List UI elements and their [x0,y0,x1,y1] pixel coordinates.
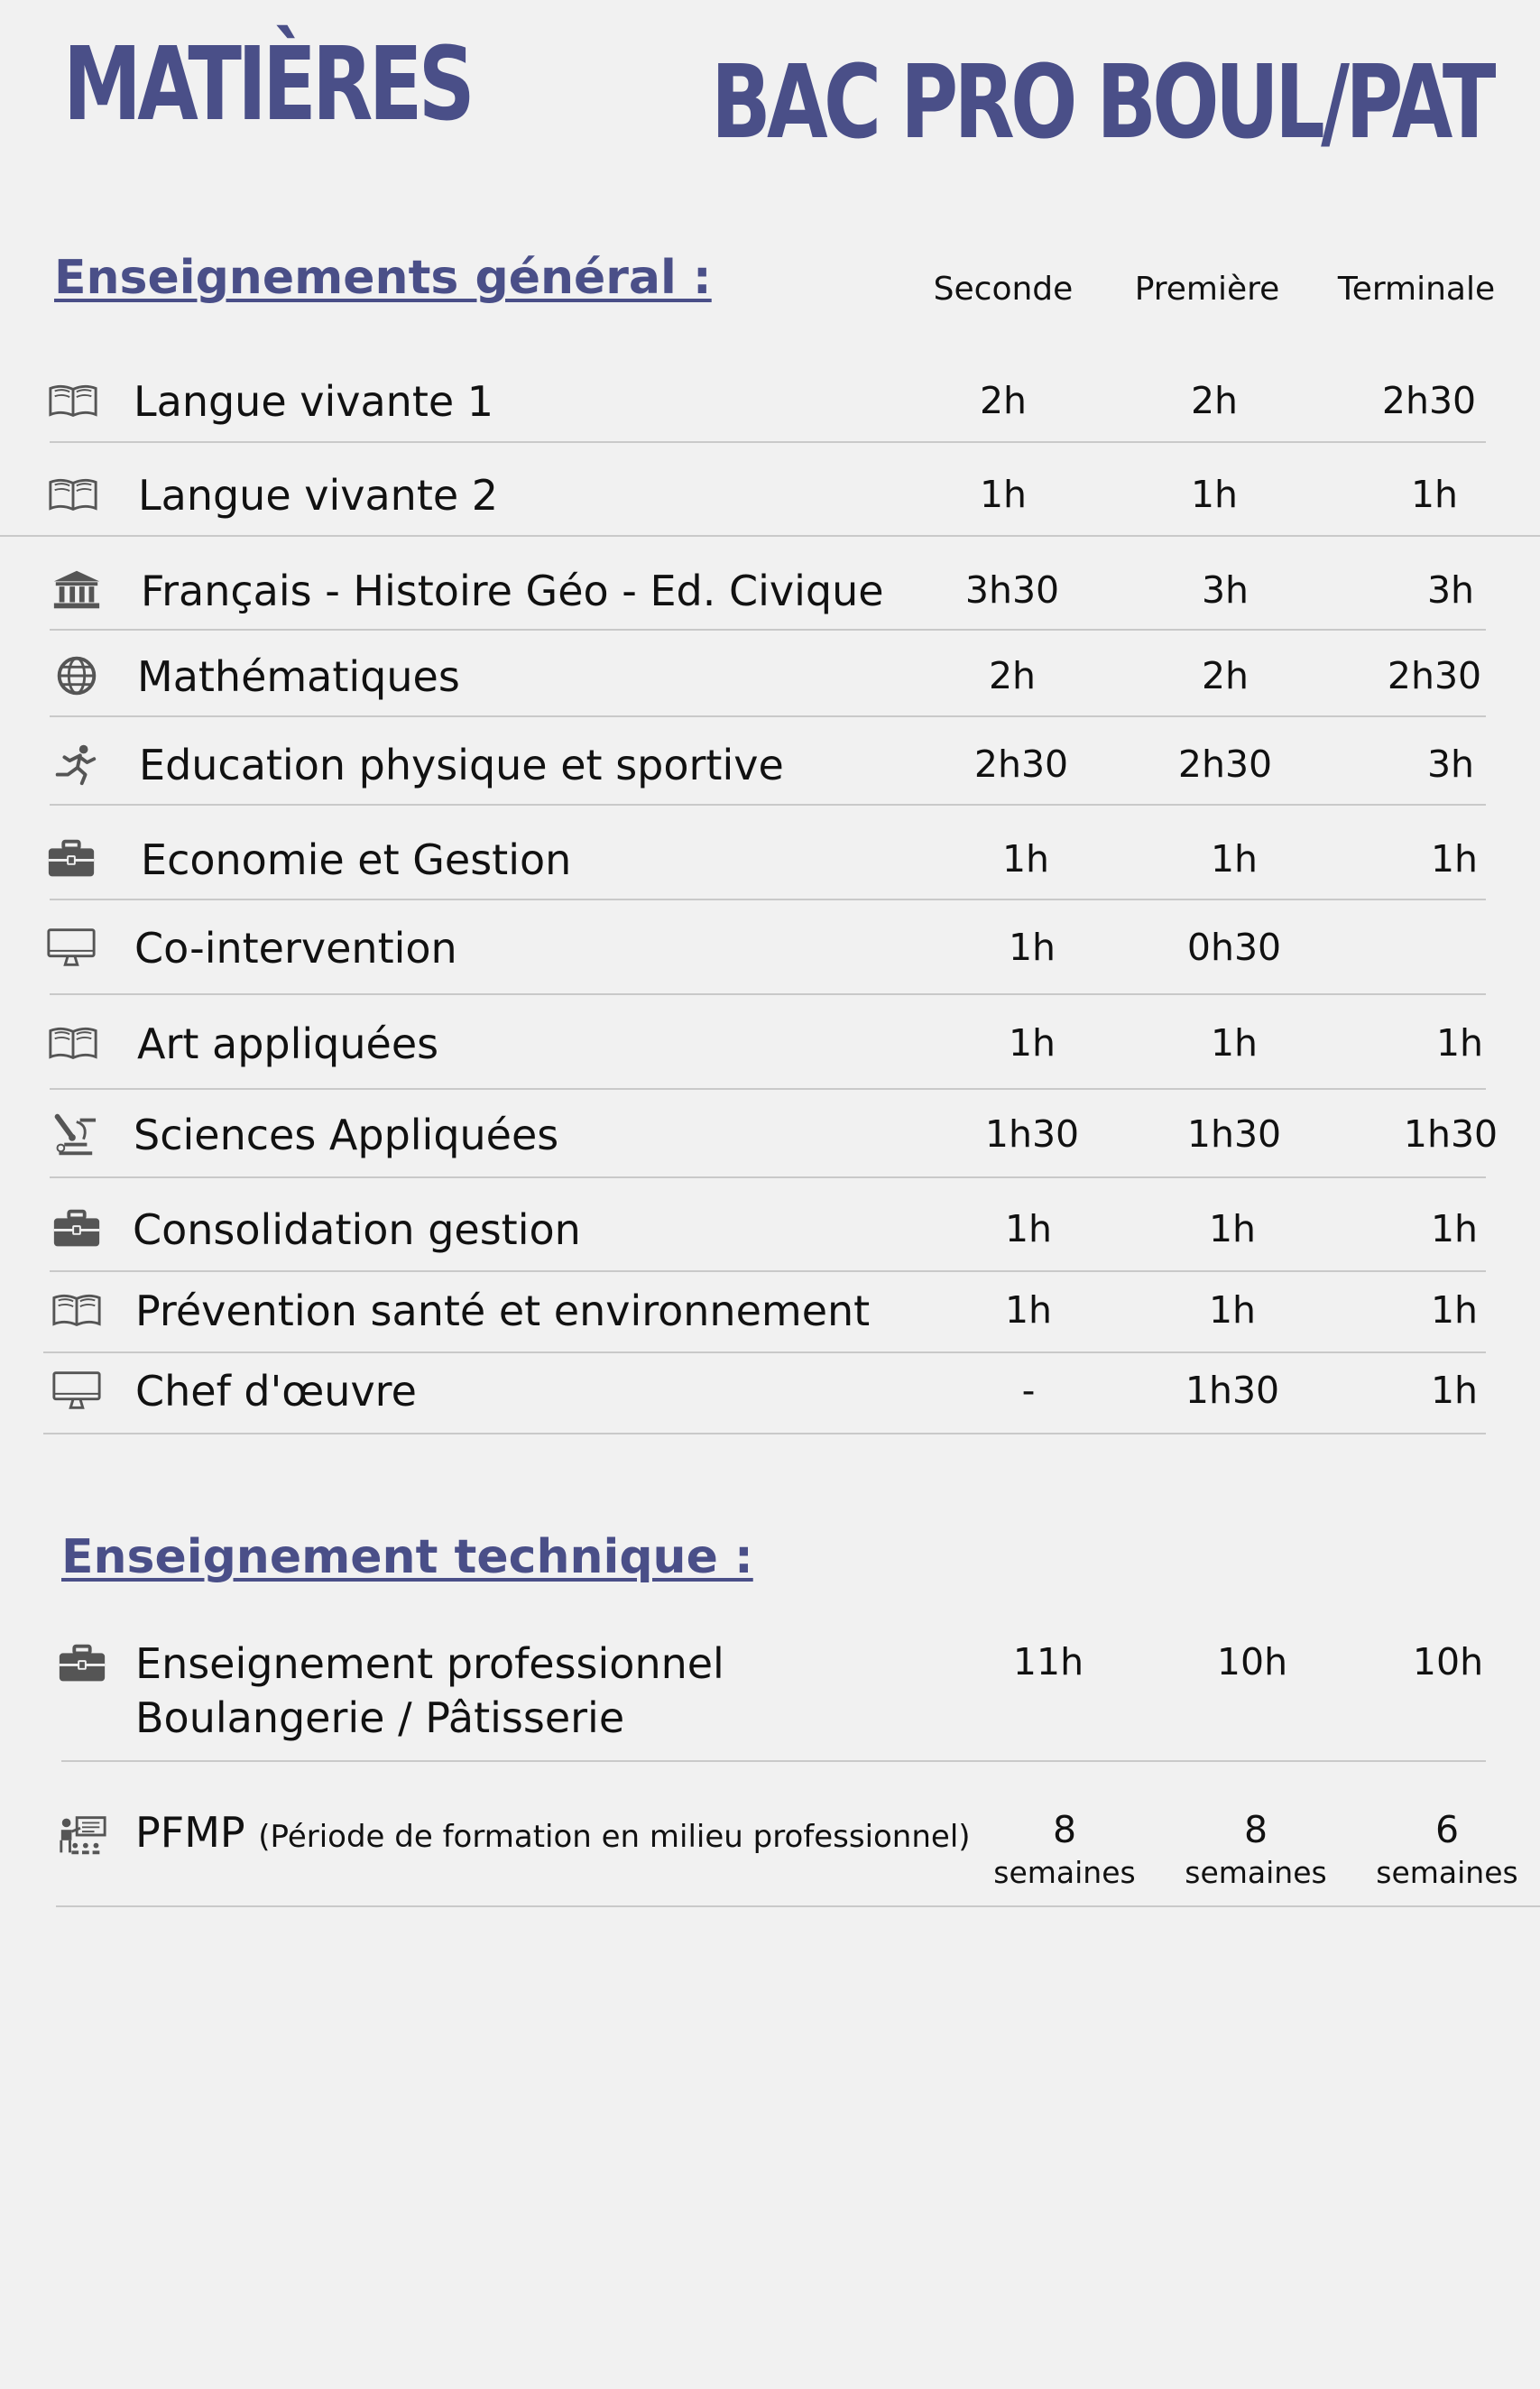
row-divider [50,715,1486,717]
hours-terminale: 1h [1430,1369,1479,1412]
hours-seconde: 11h [1012,1640,1084,1683]
hours-seconde: 1h [1008,1021,1056,1065]
subject-label: Français - Histoire Géo - Ed. Civique [141,567,884,615]
section-heading-general: Enseignements général : [54,251,712,305]
column-header-seconde: Seconde [933,271,1074,308]
book-icon [47,473,99,516]
hours-premiere: 1h30 [1186,1112,1282,1156]
hours-seconde: 1h [979,473,1028,516]
subject-label: Langue vivante 2 [138,471,499,520]
row-divider [0,535,1540,537]
hours-terminale: 1h [1430,837,1479,881]
subject-label: Chef d'œuvre [135,1367,417,1416]
row-divider [50,1270,1486,1272]
hours-terminale: 1h [1410,473,1459,516]
subject-label: Langue vivante 1 [134,377,494,426]
subject-label [135,1808,971,1857]
briefcase-icon [56,1642,108,1685]
row-divider [56,1905,1540,1907]
hours-seconde: 1h [1004,1288,1053,1332]
hours-terminale: 1h [1435,1021,1484,1065]
subject-label: Co-intervention [134,924,457,973]
book-icon [47,1021,99,1065]
weeks-unit: semaines [1376,1855,1518,1890]
section-heading-technique: Enseignement technique : [61,1530,753,1584]
hours-terminale: 2h30 [1381,379,1477,422]
column-header-terminale: Terminale [1337,271,1496,308]
hours-terminale: 10h [1412,1640,1484,1683]
row-divider [50,993,1486,995]
subject-label: Consolidation gestion [133,1205,581,1254]
classroom-icon [56,1813,108,1857]
hours-premiere: 0h30 [1186,926,1282,969]
microscope-icon [45,1112,97,1156]
row-divider [50,804,1486,806]
hours-premiere: 1h [1210,1021,1259,1065]
page-title-left: MATIÈRES [63,26,471,143]
subject-label-line1: Enseignement professionnel [135,1639,724,1688]
hours-terminale: 3h [1426,568,1475,612]
row-divider [50,1176,1486,1178]
hours-premiere: 2h30 [1177,743,1273,786]
hours-seconde: 1h [1008,926,1056,969]
weeks-terminale [1357,1808,1537,1890]
hours-premiere: 2h [1201,654,1250,697]
subject-label: Art appliquées [137,1019,439,1068]
pfmp-label: PFMP [135,1808,245,1857]
hours-seconde: 2h [988,654,1037,697]
hours-terminale: 3h [1426,743,1475,786]
subject-label [135,1637,724,1745]
weeks-value: 8 [1243,1808,1268,1851]
subject-label: Sciences Appliquées [134,1111,559,1159]
book-icon [51,1288,103,1332]
briefcase-icon [45,837,97,881]
hours-premiere: 3h [1201,568,1250,612]
briefcase-icon [51,1207,103,1250]
subject-label: Economie et Gestion [141,835,572,884]
subject-label: Education physique et sportive [139,741,784,789]
pfmp-note: (Période de formation en milieu professionnel) [258,1819,971,1855]
weeks-seconde [974,1808,1155,1890]
row-divider [43,1433,1486,1434]
hours-terminale: 1h30 [1403,1112,1499,1156]
weeks-premiere [1166,1808,1346,1890]
globe-icon [51,654,103,697]
hours-terminale: 2h30 [1387,654,1482,697]
monitor-icon [45,926,97,969]
hours-seconde: 2h [979,379,1028,422]
row-divider [43,1351,1486,1353]
row-divider [50,441,1486,443]
hours-terminale: 1h [1430,1207,1479,1250]
hours-premiere: 1h [1210,837,1259,881]
hours-premiere: 1h [1208,1207,1257,1250]
hours-terminale: 1h [1430,1288,1479,1332]
book-icon [47,379,99,422]
subject-label-line2: Boulangerie / Pâtisserie [135,1693,625,1742]
runner-icon [49,743,101,786]
row-divider [50,899,1486,900]
row-divider [50,629,1486,631]
weeks-value: 8 [1052,1808,1077,1851]
monitor-icon [51,1369,103,1412]
hours-premiere: 10h [1216,1640,1288,1683]
weeks-unit: semaines [1185,1855,1327,1890]
subject-label: Mathématiques [137,652,460,701]
subject-label: Prévention santé et environnement [135,1287,871,1335]
weeks-unit: semaines [993,1855,1136,1890]
hours-seconde: 1h30 [984,1112,1080,1156]
hours-premiere: 2h [1190,379,1239,422]
page-title-right: BAC PRO BOUL/PAT [711,44,1492,161]
row-divider [61,1760,1486,1762]
hours-seconde: 1h [1004,1207,1053,1250]
hours-premiere: 1h30 [1185,1369,1280,1412]
museum-icon [51,568,103,612]
hours-premiere: 1h [1190,473,1239,516]
row-divider [50,1088,1486,1090]
hours-seconde: 3h30 [964,568,1060,612]
hours-seconde: 2h30 [973,743,1069,786]
hours-seconde: - [1021,1369,1036,1412]
column-header-premiere: Première [1134,271,1280,308]
hours-premiere: 1h [1208,1288,1257,1332]
weeks-value: 6 [1434,1808,1460,1851]
hours-seconde: 1h [1001,837,1050,881]
